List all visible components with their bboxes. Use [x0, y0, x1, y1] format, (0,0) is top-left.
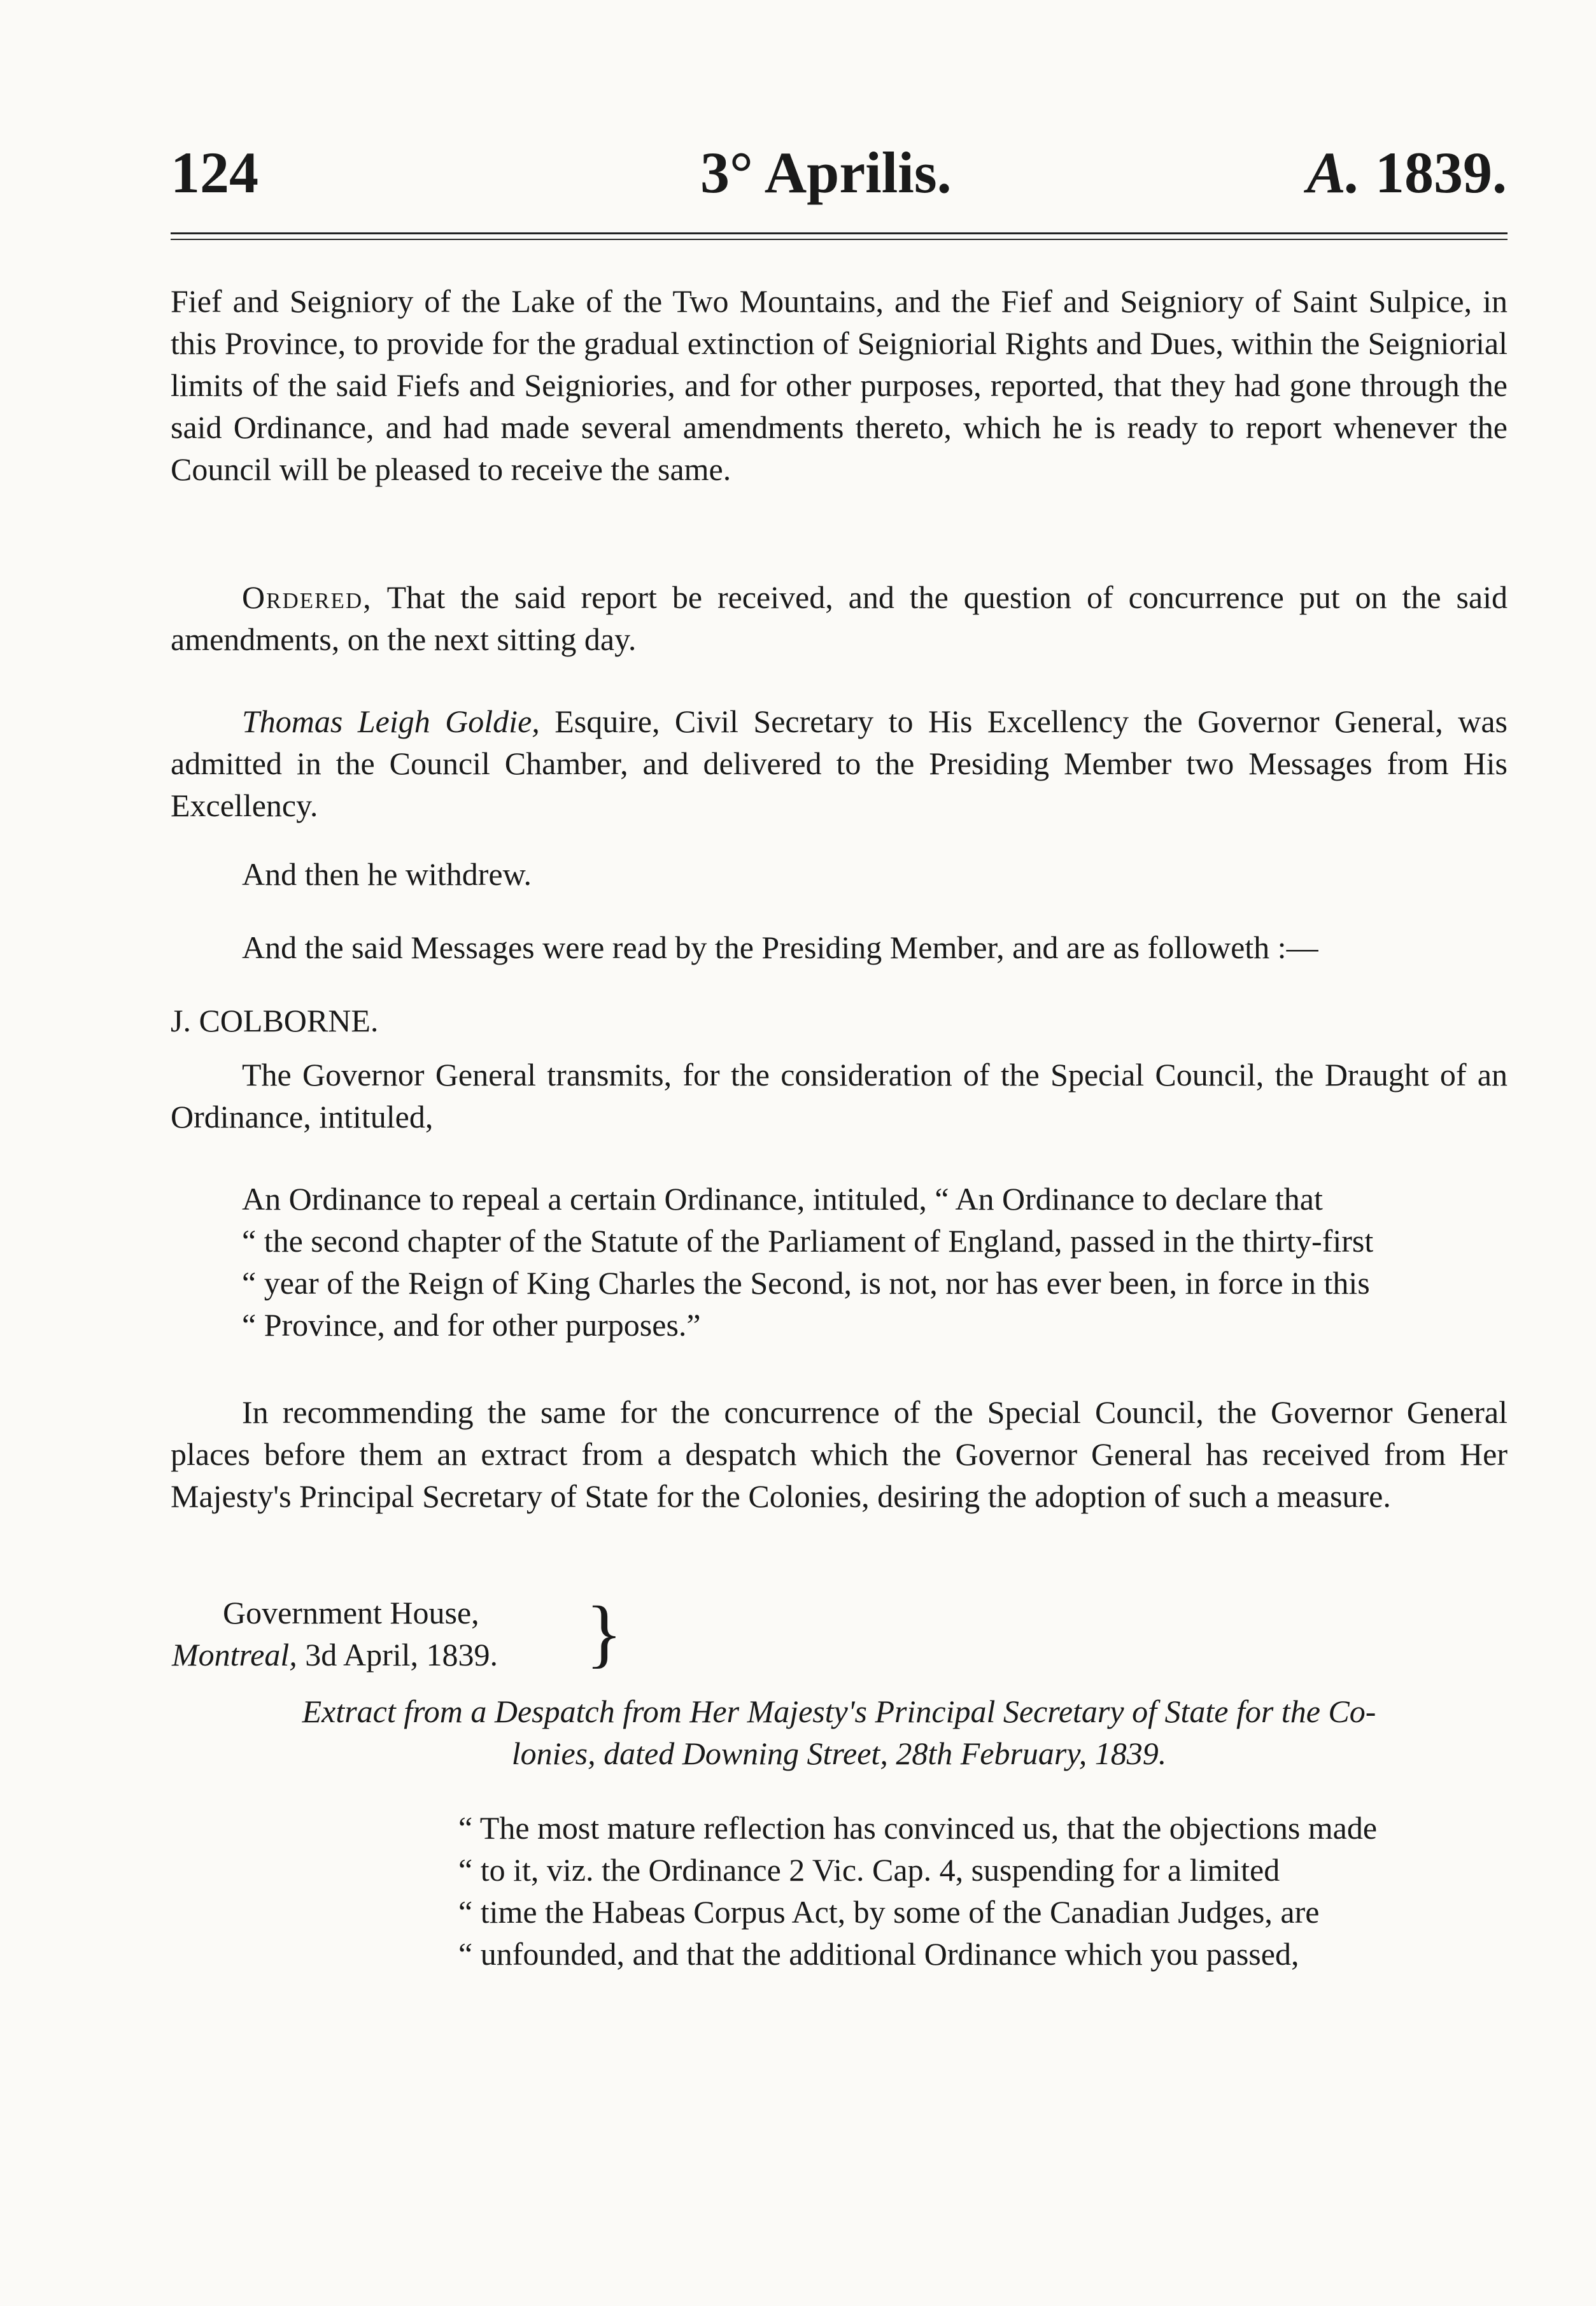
header-date: 3° Aprilis. — [700, 140, 952, 205]
ordinance-line-2: “ the second chapter of the Statute of the Parliament of England, passed in the thirty-first — [242, 1223, 1374, 1259]
year-prefix: A. — [1306, 140, 1360, 205]
despatch-quote — [458, 1807, 1509, 1975]
extract-heading-line-1: Extract from a Despatch from Her Majesty's Principal Secretary of State for the Co- — [302, 1694, 1376, 1729]
header-rule-bottom — [171, 239, 1508, 240]
transmits-text: The Governor General transmits, for the consideration of the Special Council, the Draught of an Ordinance, intituled, — [171, 1057, 1508, 1135]
despatch-line: “ time the Habeas Corpus Act, by some of the Canadian Judges, are — [458, 1894, 1320, 1930]
signature-place: Montreal, — [172, 1637, 297, 1673]
signature-line-2 — [172, 1634, 498, 1676]
signer-line — [171, 1000, 1508, 1042]
paragraph-report — [171, 280, 1508, 490]
signature-block — [172, 1592, 498, 1676]
paragraph-transmits — [171, 1054, 1508, 1138]
ordered-label: Ordered, — [242, 579, 372, 615]
header-year — [1306, 140, 1507, 205]
ordinance-line-1: An Ordinance to repeal a certain Ordinance, intituled, “ An Ordinance to declare that — [242, 1181, 1323, 1217]
page-number: 124 — [171, 140, 258, 205]
paragraph-goldie — [171, 700, 1508, 826]
paragraph-ordered — [171, 576, 1508, 660]
brace-symbol: } — [586, 1590, 623, 1675]
paragraph-recommending — [171, 1391, 1508, 1517]
paragraph-withdrew — [171, 853, 1508, 895]
paragraph-messages-read — [171, 926, 1508, 968]
goldie-text: Esquire, Civil Secretary to His Excellency the Governor General, was admitted in the Council Chamber, and delivered to the Presiding Member two Messages from His Excellency. — [171, 704, 1508, 823]
header-rule-top — [171, 232, 1508, 234]
recommending-text: In recommending the same for the concurrence of the Special Council, the Governor General places before them an extract from a despatch which the Governor General has received from Her Majesty's Principal Secretary of State for the Colonies, desiring the adoption of such a measure. — [171, 1394, 1508, 1514]
extract-heading-line-2: lonies, dated Downing Street, 28th February, 1839. — [511, 1736, 1167, 1771]
extract-heading — [171, 1690, 1508, 1774]
despatch-line: “ to it, viz. the Ordinance 2 Vic. Cap. 4, suspending for a limited — [458, 1852, 1280, 1888]
ordered-text: That the said report be received, and the question of concurrence put on the said amendments, on the next sitting day. — [171, 579, 1508, 657]
despatch-line: “ unfounded, and that the additional Ordinance which you passed, — [458, 1936, 1299, 1972]
goldie-name: Thomas Leigh Goldie, — [242, 704, 540, 739]
signer-name: J. COLBORNE. — [171, 1003, 379, 1038]
messages-read-text: And the said Messages were read by the Presiding Member, and are as followeth :— — [242, 930, 1318, 965]
signature-line-1: Government House, — [223, 1595, 479, 1630]
paragraph-ordinance-title — [171, 1178, 1508, 1346]
signature-date: 3d April, 1839. — [305, 1637, 498, 1673]
ordinance-line-3: “ year of the Reign of King Charles the Second, is not, nor has ever been, in force in this — [242, 1265, 1370, 1301]
withdrew-text: And then he withdrew. — [242, 856, 532, 892]
despatch-line: “ The most mature reflection has convinced us, that the objections made — [458, 1810, 1378, 1846]
paragraph-text: Fief and Seigniory of the Lake of the Two Mountains, and the Fief and Seigniory of Saint Sulpice, in this Province, to provide for the gradual extinction of Seigniorial Rights and Dues, within the Seigniorial limits of the said Fiefs and Seigniories, and for other purposes, reported, that they had gone through the said Ordinance, and had made several amendments thereto, which he is ready to report whenever the Council will be pleased to receive the same. — [171, 283, 1508, 487]
ordinance-line-4: “ Province, and for other purposes.” — [242, 1307, 701, 1343]
year-value: 1839. — [1375, 140, 1507, 205]
